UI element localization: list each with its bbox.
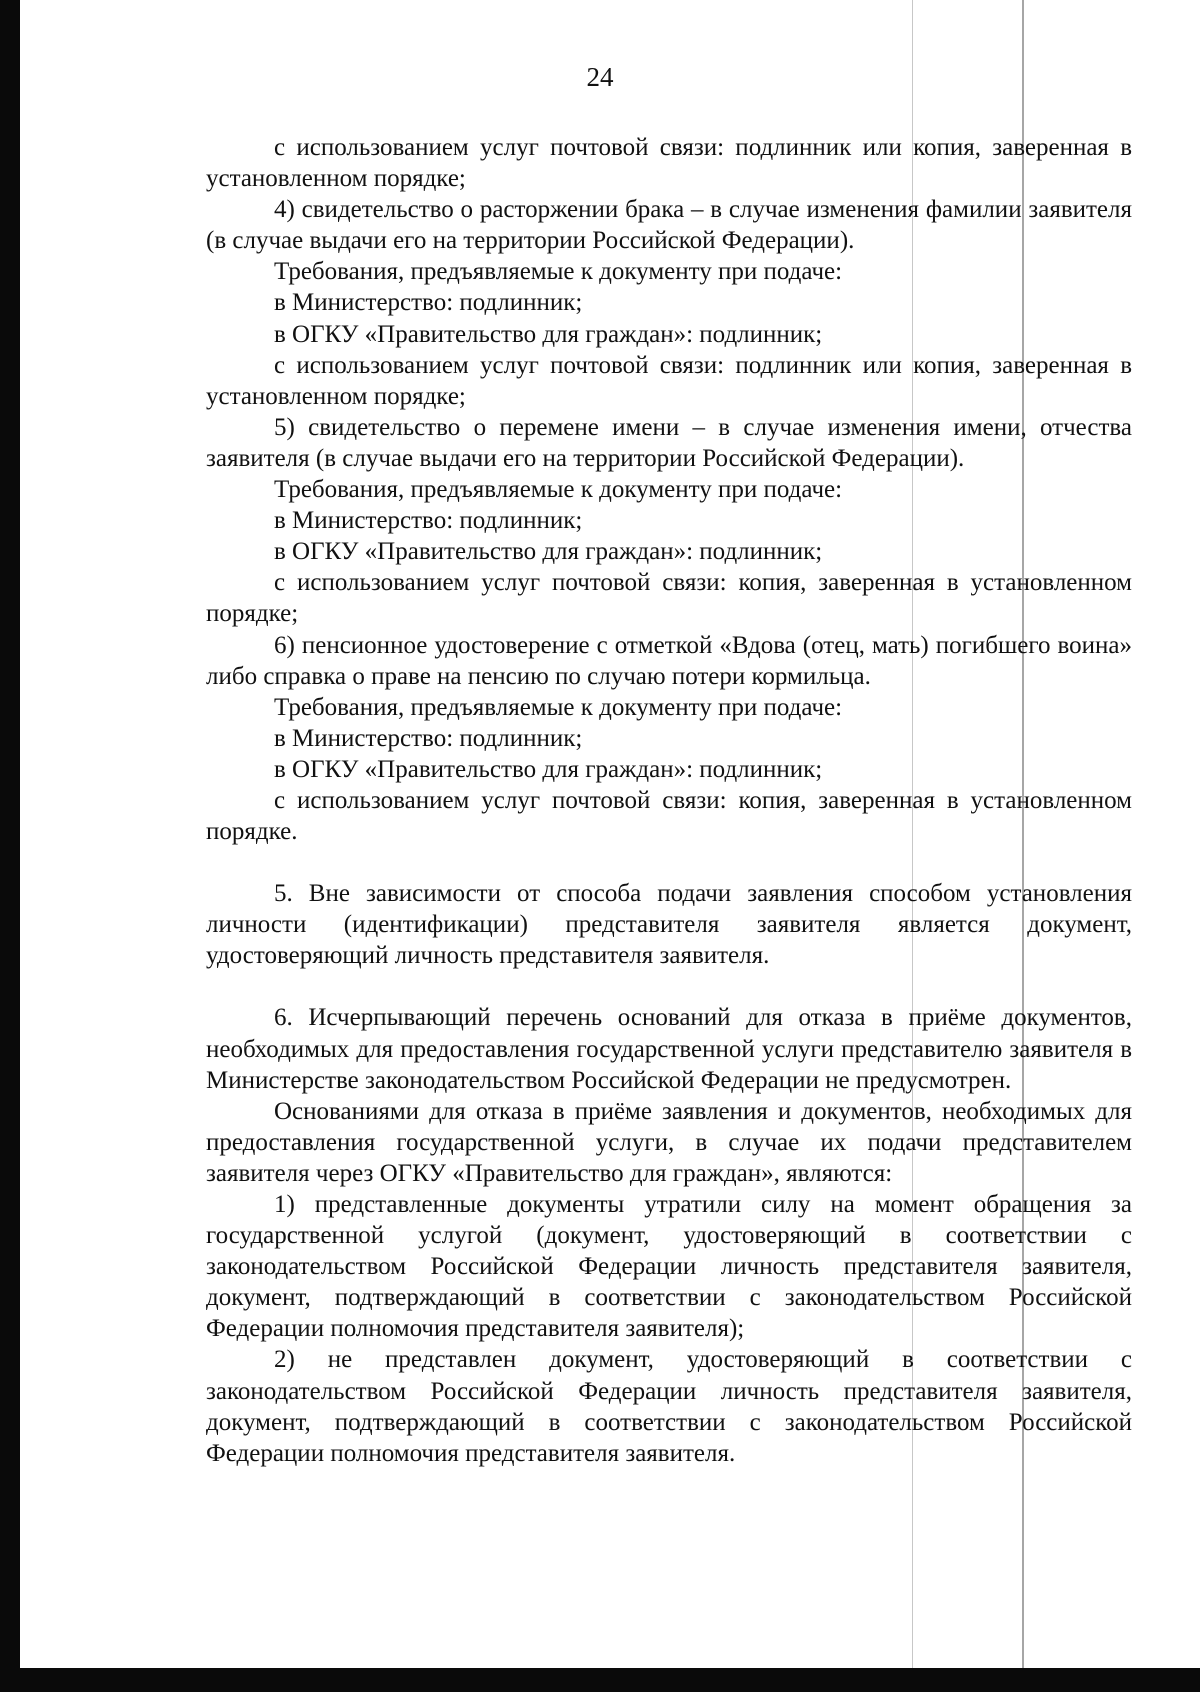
paragraph: с использованием услуг почтовой связи: копия, заверенная в установленном порядке; bbox=[206, 569, 1132, 628]
paragraph: в ОГКУ «Правительство для граждан»: подлинник; bbox=[274, 320, 823, 348]
list-item-4: 4) свидетельство о расторжении брака – в случае изменения фамилии заявителя (в случае выдачи его на территории Российской Федерации). bbox=[206, 196, 1132, 255]
paragraph: в Министерство: подлинник; bbox=[274, 724, 583, 752]
list-item-2: 2) не представлен документ, удостоверяющий в соответствии с законодательством Российской Федерации личность представителя заявителя, документ, подтверждающий в соответствии с законодательством Российской Федерации полномочия представителя заявителя. bbox=[206, 1346, 1132, 1467]
paragraph: с использованием услуг почтовой связи: подлинник или копия, заверенная в установленном порядке; bbox=[206, 351, 1132, 410]
paragraph bbox=[206, 132, 1132, 194]
page-number: 24 bbox=[586, 62, 614, 92]
document-body bbox=[206, 132, 1132, 1469]
section-5: 5. Вне зависимости от способа подачи заявления способом установления личности (идентификации) представителя заявителя является документ, удостоверяющий личность представителя заявителя. bbox=[206, 880, 1132, 970]
scan-bottom-edge bbox=[0, 1668, 1200, 1692]
list-item-6: 6) пенсионное удостоверение с отметкой «Вдова (отец, мать) погибшего воина» либо справка о праве на пенсию по случаю потери кормильца. bbox=[206, 631, 1132, 690]
scan-left-edge bbox=[0, 0, 20, 1692]
paragraph: в Министерство: подлинник; bbox=[274, 507, 583, 535]
section-6: 6. Исчерпывающий перечень оснований для отказа в приёме документов, необходимых для предоставления государственной услуги представителю заявителя в Министерстве законодательством Российской Федерации не предусмотрен. bbox=[206, 1004, 1132, 1094]
paragraph: Требования, предъявляемые к документу при подаче: bbox=[274, 258, 843, 286]
paragraph-continuation: заверенная в установленном порядке; bbox=[206, 134, 1132, 193]
list-item-5: 5) свидетельство о перемене имени – в случае изменения имени, отчества заявителя (в случае выдачи его на территории Российской Федерации). bbox=[206, 413, 1132, 472]
paragraph: в ОГКУ «Правительство для граждан»: подлинник; bbox=[274, 755, 823, 783]
paragraph: в ОГКУ «Правительство для граждан»: подлинник; bbox=[274, 538, 823, 566]
paragraph: Требования, предъявляемые к документу при подаче: bbox=[274, 476, 843, 504]
list-item-1: 1) представленные документы утратили силу на момент обращения за государственной услугой (документ, удостоверяющий в соответствии с законодательством Российской Федерации личность представителя заявителя, документ, подтверждающий в соответствии с законодательством Российской Федерации полномочия представителя заявителя); bbox=[206, 1191, 1132, 1343]
paragraph: Основаниями для отказа в приёме заявления и документов, необходимых для предоставления государственной услуги, в случае их подачи представителем заявителя через ОГКУ «Правительство для граждан», являются: bbox=[206, 1097, 1132, 1187]
paragraph: Требования, предъявляемые к документу при подаче: bbox=[274, 693, 843, 721]
paragraph: с использованием услуг почтовой связи: копия, заверенная в установленном порядке. bbox=[206, 786, 1132, 846]
paragraph: в Министерство: подлинник; bbox=[274, 289, 583, 317]
paragraph-lead: с использованием услуг почтовой связи: подлинник или копия, bbox=[274, 134, 981, 161]
